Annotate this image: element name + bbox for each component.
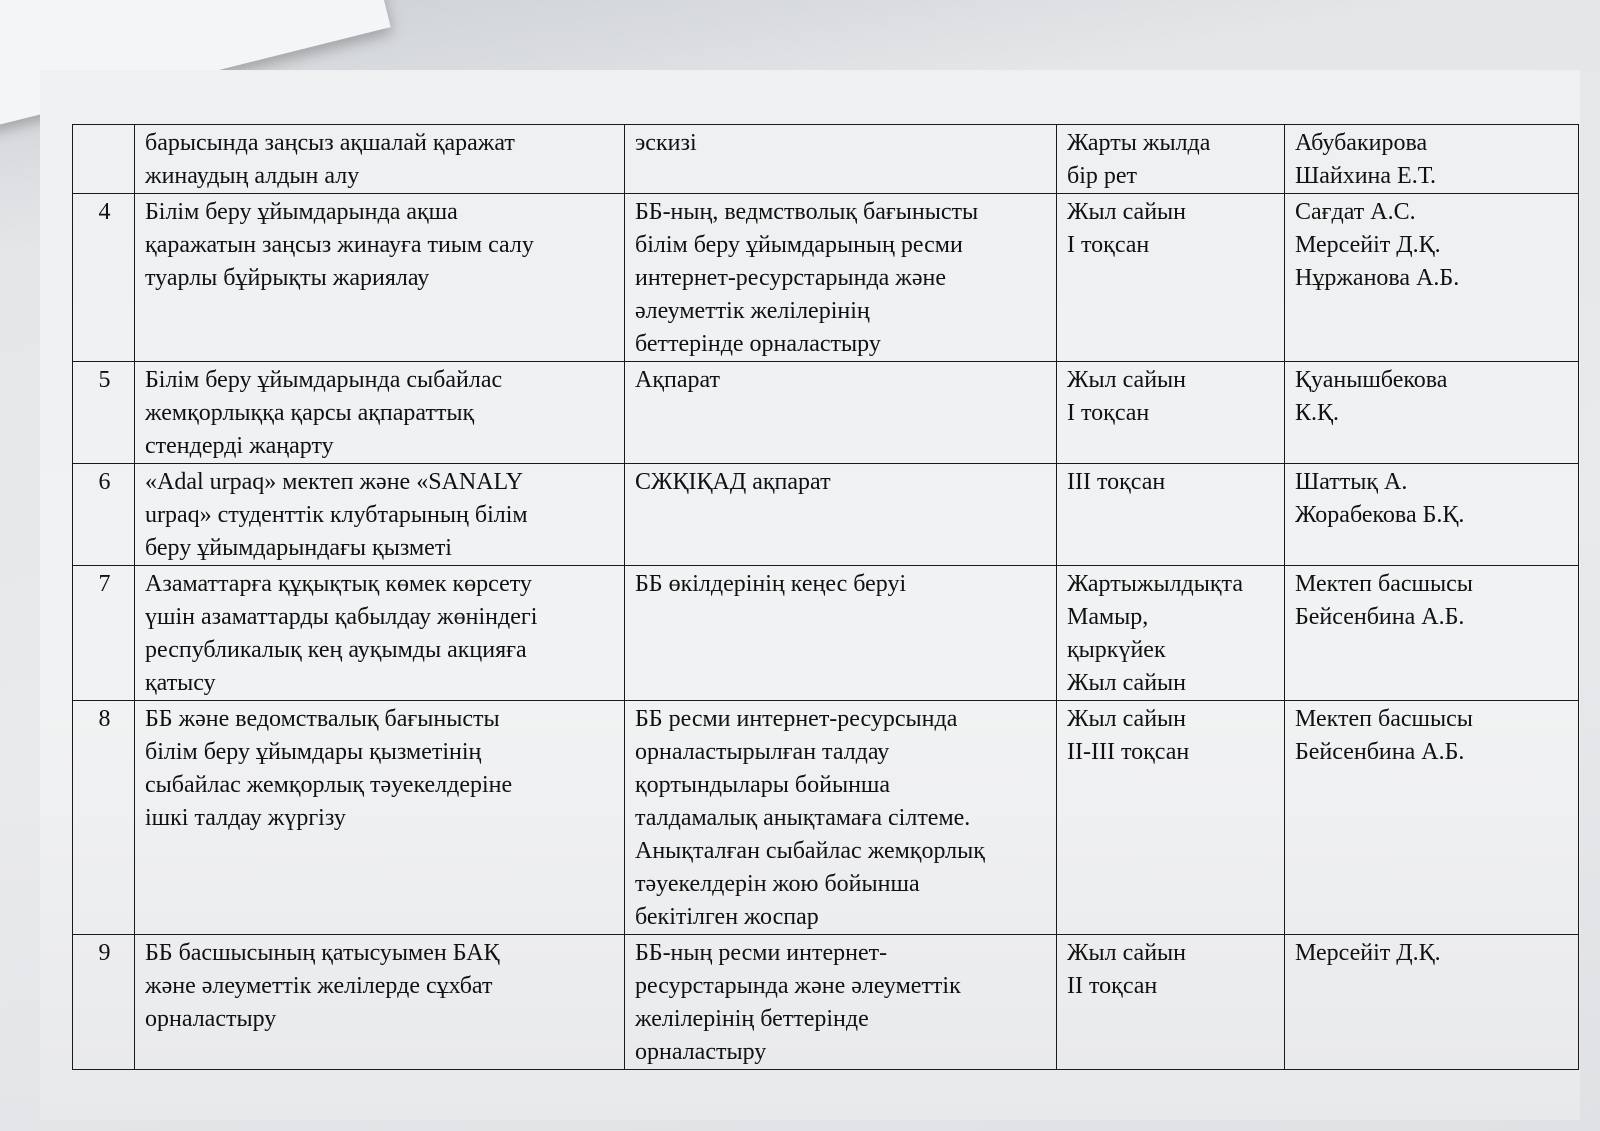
table-row	[73, 935, 1579, 1070]
cell-text-line: СЖҚІҚАД ақпарат	[635, 469, 831, 495]
cell-text-line: Жыл сайын	[1067, 367, 1187, 393]
responsible-cell	[1285, 464, 1579, 566]
result-cell	[625, 566, 1057, 701]
cell-text-line: стендерді жаңарту	[145, 433, 334, 459]
cell-text-line: туарлы бұйрықты жариялау	[145, 265, 430, 291]
cell-text-line: жинаудың алдын алу	[145, 163, 360, 189]
cell-text-line: барысында заңсыз ақшалай қаражат	[145, 130, 515, 156]
result-cell	[625, 701, 1057, 935]
row-number-cell: 7	[73, 566, 135, 701]
cell-text-line: III тоқсан	[1067, 469, 1166, 495]
cell-text-line: әлеуметтік желілерінің	[635, 298, 870, 324]
cell-text-line: Жарты жылда	[1067, 130, 1211, 156]
cell-text-line: сыбайлас жемқорлық тәуекелдеріне	[145, 772, 513, 798]
cell-text-line: қатысу	[145, 670, 216, 696]
cell-text-line: Білім беру ұйымдарында ақша	[145, 199, 458, 225]
cell-text-line: тәуекелдерін жою бойынша	[635, 871, 920, 897]
cell-text-line: эскизі	[635, 130, 697, 156]
row-number-cell: 4	[73, 194, 135, 362]
period-cell	[1057, 125, 1285, 194]
cell-text-line: беру ұйымдарындағы қызметі	[145, 535, 452, 561]
action-cell	[135, 566, 625, 701]
cell-text-line: беттерінде орналастыру	[635, 331, 881, 357]
action-plan-table	[72, 124, 1579, 1070]
result-cell	[625, 935, 1057, 1070]
row-number-cell: 8	[73, 701, 135, 935]
cell-text-line: білім беру ұйымдары қызметінің	[145, 739, 482, 765]
cell-text-line: Азаматтарға құқықтық көмек көрсету	[145, 571, 532, 597]
cell-text-line: Мерсейіт Д.Қ.	[1295, 940, 1441, 966]
period-cell	[1057, 194, 1285, 362]
responsible-cell	[1285, 566, 1579, 701]
cell-text-line: Білім беру ұйымдарында сыбайлас	[145, 367, 503, 393]
cell-text-line: ББ ресми интернет-ресурсында	[635, 706, 958, 732]
cell-text-line: II тоқсан	[1067, 973, 1158, 999]
cell-text-line: ББ-ның, ведмстволық бағынысты	[635, 199, 979, 225]
period-cell	[1057, 464, 1285, 566]
cell-text-line: бір рет	[1067, 163, 1138, 189]
responsible-cell	[1285, 125, 1579, 194]
cell-text-line: үшін азаматтарды қабылдау жөніндегі	[145, 604, 538, 630]
action-cell	[135, 701, 625, 935]
cell-text-line: Бейсенбина А.Б.	[1295, 604, 1465, 630]
cell-text-line: II-III тоқсан	[1067, 739, 1190, 765]
action-cell	[135, 125, 625, 194]
cell-text-line: қыркүйек	[1067, 637, 1166, 663]
responsible-cell	[1285, 194, 1579, 362]
cell-text-line: Жыл сайын	[1067, 940, 1187, 966]
cell-text-line: республикалық кең ауқымды акцияға	[145, 637, 527, 663]
cell-text-line: Жыл сайын	[1067, 199, 1187, 225]
cell-text-line: Жартыжылдықта	[1067, 571, 1243, 597]
action-cell	[135, 362, 625, 464]
cell-text-line: қортындылары бойынша	[635, 772, 891, 798]
cell-text-line: орналастыру	[635, 1039, 767, 1065]
cell-text-line: Шайхина Е.Т.	[1295, 163, 1436, 189]
result-cell	[625, 464, 1057, 566]
cell-text-line: К.Қ.	[1295, 400, 1340, 426]
cell-text-line: Мектеп басшысы	[1295, 571, 1473, 597]
cell-text-line: «Adal urpaq» мектеп және «SANALY	[145, 469, 524, 495]
table-row	[73, 464, 1579, 566]
period-cell	[1057, 566, 1285, 701]
responsible-cell	[1285, 935, 1579, 1070]
cell-text-line: талдамалық анықтамаға сілтеме.	[635, 805, 971, 831]
cell-text-line: I тоқсан	[1067, 232, 1150, 258]
row-number-cell: 6	[73, 464, 135, 566]
cell-text-line: Жорабекова Б.Қ.	[1295, 502, 1465, 528]
cell-text-line: Мектеп басшысы	[1295, 706, 1473, 732]
cell-text-line: ББ-ның ресми интернет-	[635, 940, 888, 966]
cell-text-line: ББ өкілдерінің кеңес беруі	[635, 571, 907, 597]
table-row	[73, 362, 1579, 464]
cell-text-line: Шаттық А.	[1295, 469, 1408, 495]
period-cell	[1057, 701, 1285, 935]
cell-text-line: Анықталған сыбайлас жемқорлық	[635, 838, 985, 864]
cell-text-line: ББ және ведомствалық бағынысты	[145, 706, 500, 732]
table-row	[73, 566, 1579, 701]
cell-text-line: білім беру ұйымдарының ресми	[635, 232, 963, 258]
cell-text-line: қаражатын заңсыз жинауға тиым салу	[145, 232, 534, 258]
cell-text-line: Сағдат А.С.	[1295, 199, 1416, 225]
cell-text-line: бекітілген жоспар	[635, 904, 819, 930]
responsible-cell	[1285, 362, 1579, 464]
cell-text-line: жемқорлыққа қарсы ақпараттық	[145, 400, 475, 426]
period-cell	[1057, 362, 1285, 464]
cell-text-line: Мамыр,	[1067, 604, 1149, 630]
cell-text-line: орналастыру	[145, 1006, 277, 1032]
cell-text-line: ББ басшысының қатысуымен БАҚ	[145, 940, 500, 966]
cell-text-line: I тоқсан	[1067, 400, 1150, 426]
row-number-cell: 5	[73, 362, 135, 464]
row-number-cell	[73, 125, 135, 194]
table-row	[73, 194, 1579, 362]
result-cell	[625, 362, 1057, 464]
cell-text-line: және әлеуметтік желілерде сұхбат	[145, 973, 493, 999]
table-row	[73, 701, 1579, 935]
result-cell	[625, 194, 1057, 362]
cell-text-line: орналастырылған талдау	[635, 739, 890, 765]
period-cell	[1057, 935, 1285, 1070]
cell-text-line: Ақпарат	[635, 367, 721, 393]
cell-text-line: Қуанышбекова	[1295, 367, 1448, 393]
action-cell	[135, 194, 625, 362]
cell-text-line: ішкі талдау жүргізу	[145, 805, 346, 831]
cell-text-line: Жыл сайын	[1067, 670, 1187, 696]
cell-text-line: Мерсейіт Д.Қ.	[1295, 232, 1441, 258]
cell-text-line: Абубакирова	[1295, 130, 1428, 156]
cell-text-line: интернет-ресурстарында және	[635, 265, 947, 291]
cell-text-line: желілерінің беттерінде	[635, 1006, 869, 1032]
cell-text-line: urpaq» студенттік клубтарының білім	[145, 502, 528, 528]
table-row	[73, 125, 1579, 194]
responsible-cell	[1285, 701, 1579, 935]
cell-text-line: Бейсенбина А.Б.	[1295, 739, 1465, 765]
action-cell	[135, 935, 625, 1070]
cell-text-line: Жыл сайын	[1067, 706, 1187, 732]
cell-text-line: Нұржанова А.Б.	[1295, 265, 1460, 291]
result-cell	[625, 125, 1057, 194]
action-cell	[135, 464, 625, 566]
cell-text-line: ресурстарында және әлеуметтік	[635, 973, 961, 999]
row-number-cell: 9	[73, 935, 135, 1070]
